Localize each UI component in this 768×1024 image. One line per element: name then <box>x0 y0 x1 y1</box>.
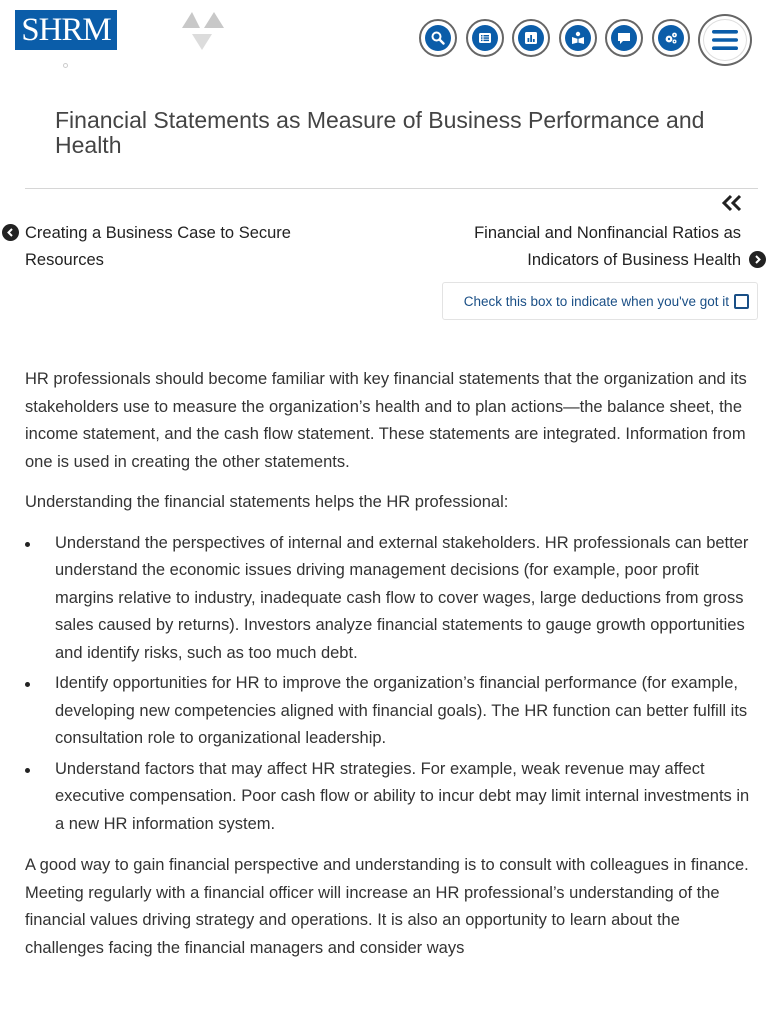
toolbar <box>419 19 698 57</box>
closing-paragraph: A good way to gain financial perspective and understanding is to consult with colleagues in finance. Meeting regularly with a financial officer will increase an HR professional’s understanding of the financial values driving strategy and operations. It is also an opportunity to learn about the challenges facing the financial managers and consider ways <box>25 856 749 957</box>
intro-paragraph: HR professionals should become familiar with key financial statements that the organization and its stakeholders use to measure the organization’s health and to plan actions—the balance sheet, the income statement, and the cash flow statement. These statements are integrated. Information from one is used in creating the other statements. <box>25 370 747 471</box>
menu-button-ring <box>703 19 747 61</box>
settings-button[interactable] <box>652 19 690 57</box>
next-page-link[interactable] <box>430 220 768 274</box>
list-item: Understand the perspectives of internal and external stakeholders. HR professionals can better understand the economic issues driving management decisions (for example, poor profit margins relative to industry, inadequate cash flow to cover wages, large deductions from gross sales caused by returns). Investors analyze financial statements to gauge growth opportunities and identify risks, such as too much debt. <box>25 530 760 668</box>
main-menu-button[interactable] <box>698 14 752 66</box>
page-title: Financial Statements as Measure of Business Performance and Health <box>55 107 705 158</box>
header <box>0 0 768 80</box>
benefits-list <box>25 530 760 839</box>
previous-page-link[interactable] <box>0 220 330 274</box>
book-reader-icon <box>571 31 585 45</box>
reports-button[interactable] <box>512 19 550 57</box>
search-icon <box>431 31 445 45</box>
gears-icon <box>664 31 678 45</box>
lead-paragraph: Understanding the financial statements helps the HR professional: <box>25 493 509 511</box>
article-body <box>25 366 760 975</box>
chevron-left-circle-icon <box>2 224 19 241</box>
previous-page-label: Creating a Business Case to Secure Resources <box>25 224 291 269</box>
next-page-label: Financial and Nonfinancial Ratios as Indicators of Business Health <box>474 224 741 269</box>
got-it-checkbox-container[interactable] <box>442 282 758 320</box>
got-it-checkbox[interactable] <box>734 294 749 309</box>
chevron-right-circle-icon <box>749 251 766 268</box>
discuss-button[interactable] <box>605 19 643 57</box>
chart-icon <box>524 31 538 45</box>
list-icon <box>478 31 492 45</box>
title-divider <box>25 188 758 189</box>
comment-icon <box>617 31 631 45</box>
shrm-logo[interactable]: SHRM <box>15 10 117 50</box>
list-item: Identify opportunities for HR to improve the organization’s financial performance (for example, developing new competencies aligned with financial goals). The HR function can better fulfill its consultation role to organizational leadership. <box>25 670 760 753</box>
got-it-label: Check this box to indicate when you've got it <box>463 293 729 309</box>
list-item: Understand factors that may affect HR strategies. For example, weak revenue may affect executive compensation. Poor cash flow or ability to incur debt may limit internal investments in a new HR information system. <box>25 756 760 839</box>
search-button[interactable] <box>419 19 457 57</box>
decorative-dot <box>63 63 68 68</box>
hamburger-icon <box>712 29 738 51</box>
angle-double-left-icon[interactable] <box>720 193 744 213</box>
triangle-logo-icon <box>178 12 226 50</box>
contents-button[interactable] <box>466 19 504 57</box>
learn-button[interactable] <box>559 19 597 57</box>
